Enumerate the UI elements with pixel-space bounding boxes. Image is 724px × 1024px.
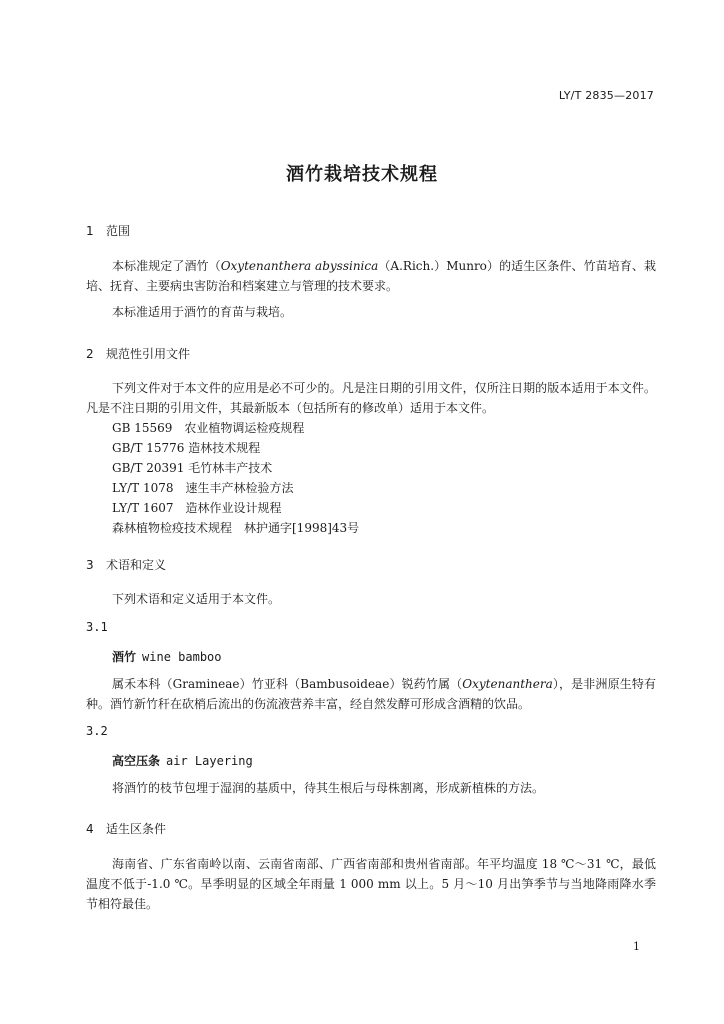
latin-name: Oxytenanthera xyxy=(462,677,553,691)
term-definition: 将酒竹的枝节包埋于湿润的基质中，待其生根后与母株割离，形成新植株的方法。 xyxy=(112,781,545,795)
term-heading xyxy=(112,648,222,665)
section-3-heading xyxy=(86,556,166,573)
reference-item: 森林植物检疫技术规程 林护通字[1998]43号 xyxy=(112,521,360,535)
section-title: 规范性引用文件 xyxy=(106,347,191,361)
section-4-heading xyxy=(86,820,166,837)
reference-item: GB 15569 农业植物调运检疫规程 xyxy=(112,421,305,435)
section-1-paragraph-2: 本标准适用于酒竹的育苗与栽培。 xyxy=(112,305,293,319)
reference-item: LY/T 1607 造林作业设计规程 xyxy=(112,501,282,515)
section-title: 适生区条件 xyxy=(106,822,167,836)
standard-code: LY/T 2835—2017 xyxy=(558,89,654,102)
reference-item: GB/T 20391 毛竹林丰产技术 xyxy=(112,461,273,475)
reference-item: LY/T 1078 速生丰产林检验方法 xyxy=(112,481,294,495)
term-definition: 属禾本科（Gramineae）竹亚科（Bambusoideae）锐药竹属（Oxytenanthera），是非洲原生特有种。酒竹新竹秆在砍梢后流出的伤流液营养丰富，经自然发酵可形成含酒精的饮品。 xyxy=(86,677,656,711)
section-1-heading xyxy=(86,222,130,239)
page-number: 1 xyxy=(633,940,640,953)
term-name: 酒竹 xyxy=(112,650,137,664)
latin-name: Oxytenanthera abyssinica xyxy=(220,259,379,273)
term-english: wine bamboo xyxy=(142,650,222,664)
section-number: 3 xyxy=(86,558,94,572)
term-number: 3.2 xyxy=(86,724,108,738)
reference-item: GB/T 15776 造林技术规程 xyxy=(112,441,261,455)
document-title: 酒竹栽培技术规程 xyxy=(286,164,438,185)
section-number: 2 xyxy=(86,347,94,361)
section-2-intro: 下列文件对于本文件的应用是必不可少的。凡是注日期的引用文件，仅所注日期的版本适用于本文件。凡是不注日期的引用文件，其最新版本（包括所有的修改单）适用于本文件。 xyxy=(86,381,656,415)
section-number: 1 xyxy=(86,224,94,238)
section-2-heading xyxy=(86,345,190,362)
section-title: 范围 xyxy=(106,224,131,238)
term-name: 高空压条 xyxy=(112,754,161,768)
section-number: 4 xyxy=(86,822,94,836)
term-english: air Layering xyxy=(166,754,253,768)
section-title: 术语和定义 xyxy=(106,558,167,572)
section-1-paragraph-1: 本标准规定了酒竹（Oxytenanthera abyssinica（A.Rich.）Munro）的适生区条件、竹苗培育、栽培、抚育、主要病虫害防治和档案建立与管理的技术要求。 xyxy=(86,259,656,293)
term-number: 3.1 xyxy=(86,620,108,634)
section-3-intro: 下列术语和定义适用于本文件。 xyxy=(112,592,281,606)
section-4-paragraph: 海南省、广东省南岭以南、云南省南部、广西省南部和贵州省南部。年平均温度 18 ℃～31 ℃，最低温度不低于-1.0 ℃。旱季明显的区域全年雨量 1 000 mm 以上。5 月～10 月出笋季节与当地降雨降水季节相符最佳。 xyxy=(86,857,656,911)
term-heading xyxy=(112,752,253,769)
